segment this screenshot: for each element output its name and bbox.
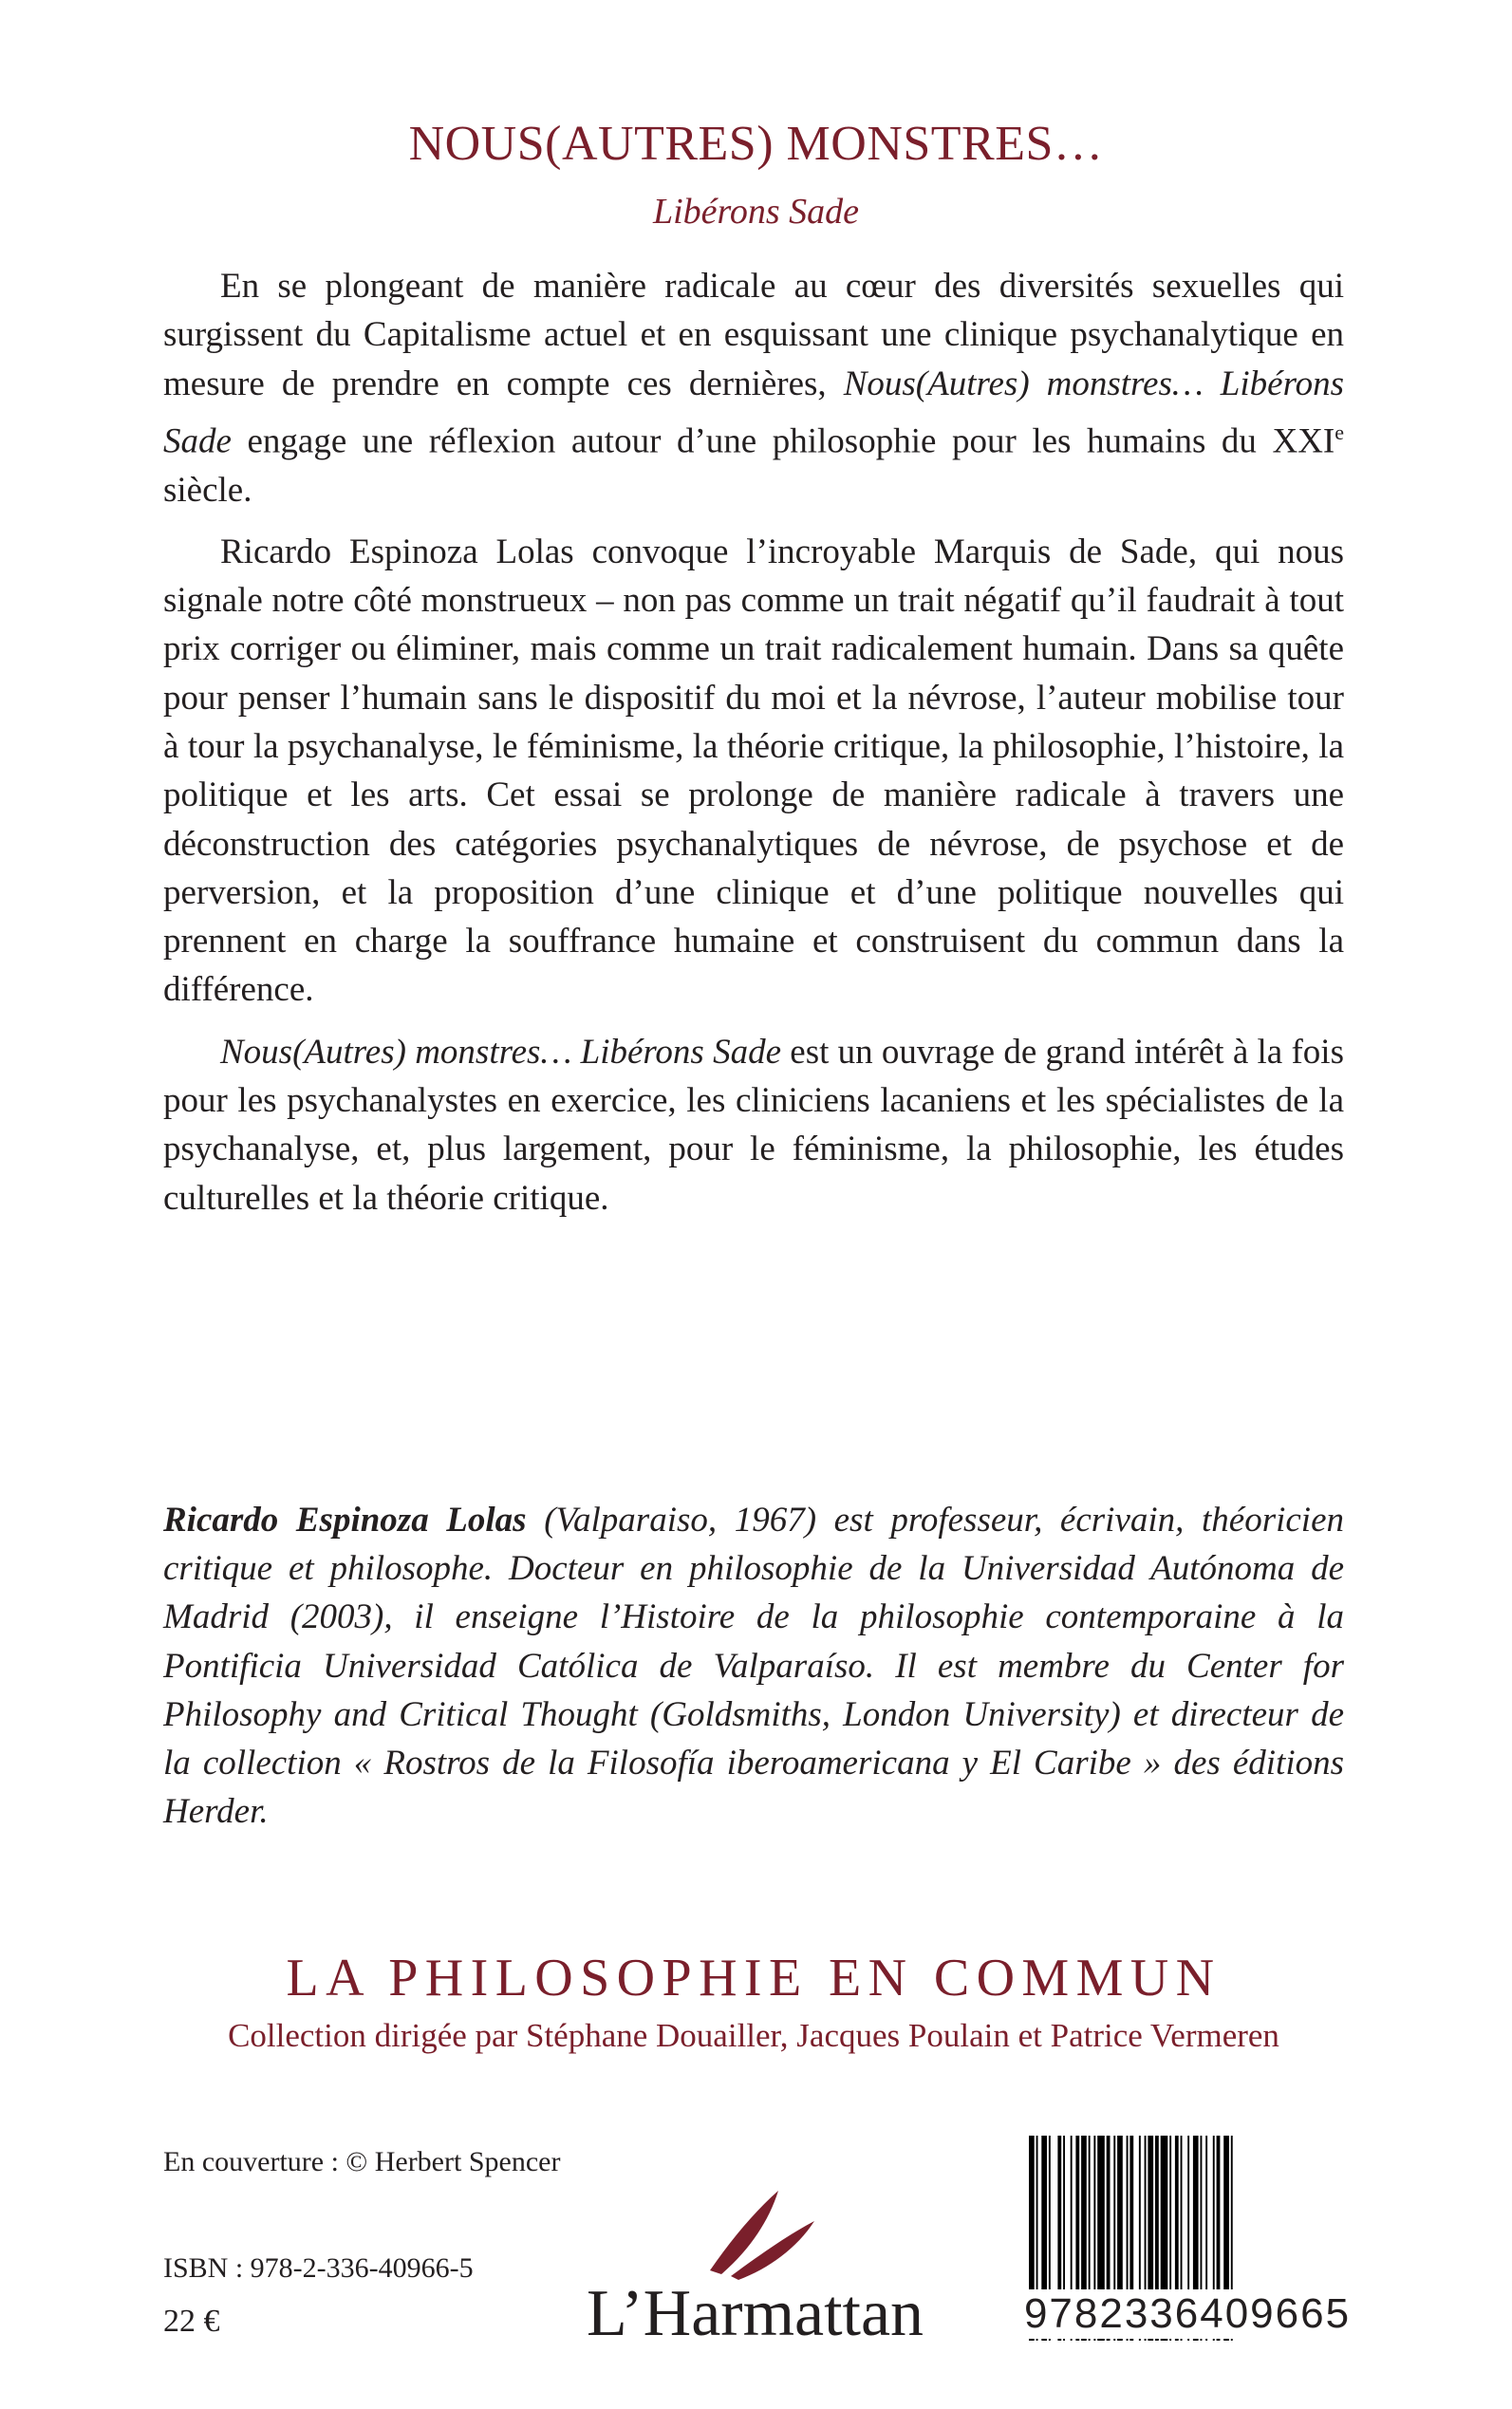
blurb-paragraph-1: En se plongeant de manière radicale au cœur des diversités sexuelles qui surgissent du Capitalisme actuel et en esquissant une clinique psychanalytique en mesure de prendre en compte ces dernières, Nous(Autres) monstres… Libérons Sade engage une réflexion autour d’une philosophie pour les humains du XXIe siècle.	[163, 267, 1344, 510]
blurb-paragraph-2: Ricardo Espinoza Lolas convoque l’incroyable Marquis de Sade, qui nous signale notre côté monstrueux – non pas comme un trait négatif qu’il faudrait à tout prix corriger ou éliminer, mais comme un trait radicalement humain. Dans sa quête pour penser l’humain sans le dispositif du moi et la névrose, l’auteur mobilise tour à tour la psychanalyse, le féminisme, la théorie critique, la philosophie, l’histoire, la politique et les arts. Cet essai se prolonge de manière radicale à travers une déconstruction des catégories psychanalytiques de névrose, de psychose et de perversion, et la proposition d’une clinique et d’une politique nouvelles qui prennent en charge la souffrance humaine et construisent du commun dans la différence.	[163, 532, 1344, 1010]
barcode-digits: 9782336409665	[1021, 2289, 1353, 2339]
book-title: NOUS(AUTRES) MONSTRES…	[408, 117, 1104, 171]
author-name: Ricardo Espinoza Lolas	[163, 1501, 527, 1540]
blurb-text	[163, 262, 1344, 1236]
author-bio: Ricardo Espinoza Lolas (Valparaiso, 1967) est professeur, écrivain, théoricien critique et philosophe. Docteur en philosophie de la Universidad Autónoma de Madrid (2003), il enseigne l’Histoire de la philosophie contemporaine à la Pontificia Universidad Católica de Valparaíso. Il est membre du Center for Philosophy and Critical Thought (Goldsmiths, London University) et directeur de la collection « Rostros de la Filosofía iberoamericana y El Caribe » des éditions Herder.	[163, 1501, 1344, 1832]
book-subtitle: Libérons Sade	[652, 192, 860, 232]
collection-title: LA PHILOSOPHIE EN COMMUN	[286, 1949, 1222, 2008]
isbn: ISBN : 978-2-336-40966-5	[163, 2252, 474, 2284]
collection-editors: Collection dirigée par Stéphane Douailler, Jacques Poulain et Patrice Vermeren	[228, 2017, 1279, 2054]
blurb-paragraph-3: Nous(Autres) monstres… Libérons Sade est un ouvrage de grand intérêt à la fois pour les psychanalystes en exercice, les cliniciens lacaniens et les spécialistes de la psychanalyse, et, plus largement, pour le féminisme, la philosophie, les études culturelles et la théorie critique.	[163, 1032, 1344, 1218]
publisher-name: L’Harmattan	[587, 2277, 924, 2350]
cover-credit: En couverture : © Herbert Spencer	[163, 2146, 561, 2177]
price: 22 €	[163, 2304, 220, 2339]
